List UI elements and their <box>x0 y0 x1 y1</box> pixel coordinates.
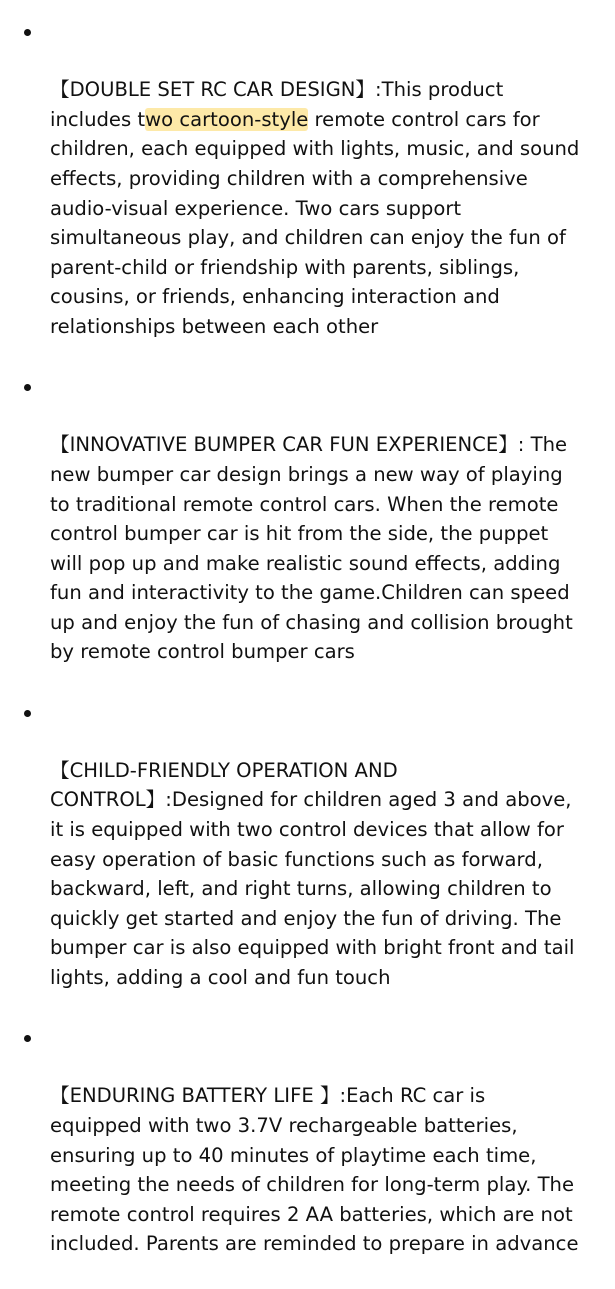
bullet-enduring-battery-life <box>0 1022 615 1288</box>
highlighted-text: wo cartoon-style <box>145 107 309 131</box>
feature-bullet-list <box>0 16 615 1289</box>
bullet-dot-icon <box>24 29 31 36</box>
bullet-double-set-rc-car-design <box>0 16 615 371</box>
bullet-dot-icon <box>24 710 31 717</box>
bullet-innovative-bumper-car <box>0 371 615 697</box>
bullet-dot-icon <box>24 384 31 391</box>
bullet-text: 【ENDURING BATTERY LIFE 】:Each RC car is equipped with two 3.7V rechargeable batteries, ensuring up to 40 minutes of playtime each time, meeting the needs of children for long-term play. The remote control requires 2 AA batteries, which are not included. Parents are reminded to prepare in advance <box>50 1084 579 1256</box>
bullet-text-post: remote control cars for children, each equipped with lights, music, and sound effects, providing children with a comprehensive audio-visual experience. Two cars support simultaneous play, and children can enjoy the fun of parent-child or friendship with parents, siblings, cousins, or friends, enhancing interaction and relationships between each other <box>50 107 580 338</box>
bullet-text <box>50 75 607 341</box>
bullet-text: 【CHILD-FRIENDLY OPERATION AND CONTROL】:Designed for children aged 3 and above, it is equipped with two control devices that allow for easy operation of basic functions such as forward, backward, left, and right turns, allowing children to quickly get started and enjoy the fun of driving. The bumper car is also equipped with bright front and tail lights, adding a cool and fun touch <box>50 758 575 989</box>
bullet-dot-icon <box>24 1035 31 1042</box>
bullet-text-pre: 【DOUBLE SET RC CAR DESIGN】:This product includes t <box>50 78 504 131</box>
bullet-child-friendly-operation <box>0 697 615 1023</box>
bullet-text: 【INNOVATIVE BUMPER CAR FUN EXPERIENCE】: The new bumper car design brings a new way of playing to traditional remote control cars. When the remote control bumper car is hit from the side, the puppet will pop up and make realistic sound effects, adding fun and interactivity to the game.Children can speed up and enjoy the fun of chasing and collision brought by remote control bumper cars <box>50 433 573 664</box>
